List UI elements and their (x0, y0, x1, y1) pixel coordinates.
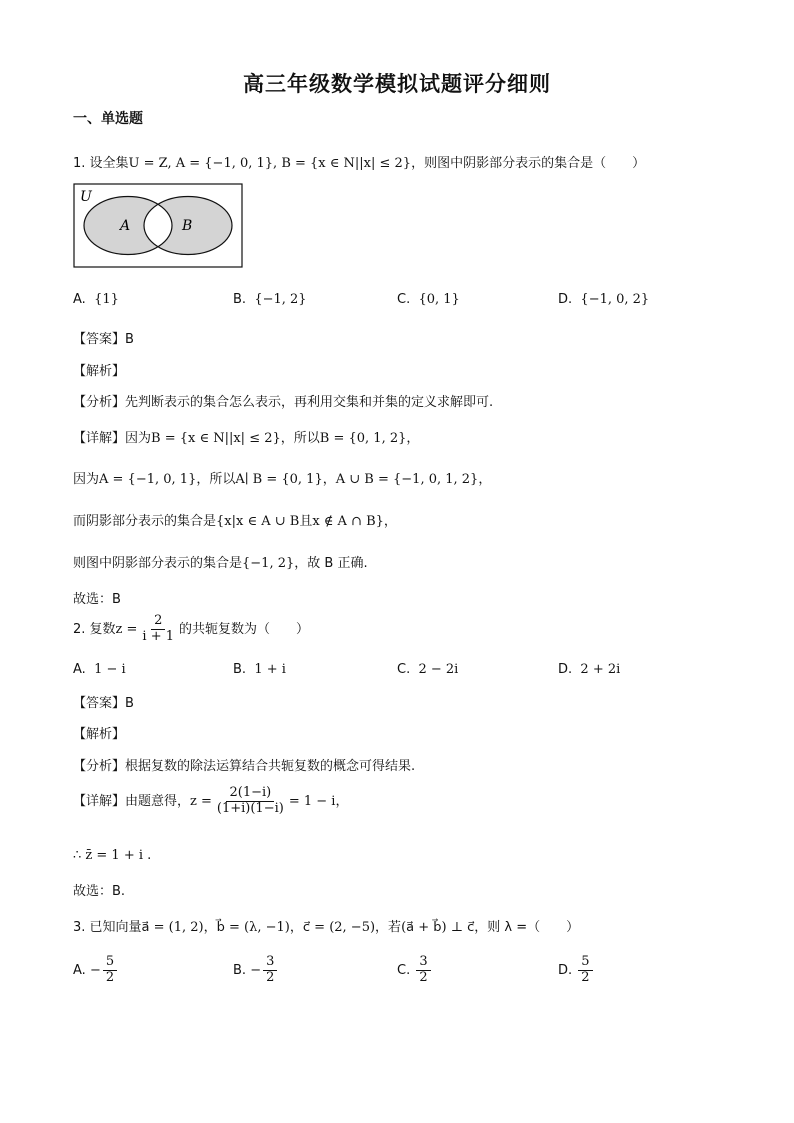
q1-analysis-heading: 【解析】 (73, 364, 126, 379)
q2-option-b: B. 1 + i (233, 662, 286, 677)
q2-detail-fraction: $\frac{2(1-i)}{(1+i)(1-i)}$ (216, 785, 284, 816)
question-1-prefix: 1. 设全集 (73, 156, 129, 171)
section-heading-single-choice: 一、单选题 (73, 111, 143, 127)
q2-therefore: ∴ z̄ = 1 + i . (73, 848, 152, 863)
q1-detail-line-4: 则图中阴影部分表示的集合是{−1, 2}，故 B 正确. (73, 556, 368, 571)
q2-analysis-heading: 【解析】 (73, 727, 126, 742)
question-3-stem: 3. 已知向量a⃗ = (1, 2)，b⃗ = (λ, −1)，c⃗ = (2, −5)，若(a⃗ + b⃗) ⊥ c⃗，则 λ =（ ） (73, 920, 580, 935)
q1-detail-line-1: 【详解】因为B = {x ∈ N||x| ≤ 2}，所以B = {0, 1, 2}， (73, 431, 420, 446)
q1-option-d: D. {−1, 0, 2} (558, 292, 650, 307)
q3-option-d: D. $\frac{5}{2}$ (558, 955, 595, 986)
venn-label-u: U (80, 189, 92, 205)
question-2-stem: 2. 复数z = $\frac{2}{i + 1}$ 的共轭复数为（ ） (73, 613, 310, 644)
q2-choose: 故选：B. (73, 884, 126, 899)
venn-diagram (73, 183, 243, 268)
q3-option-c: C. $\frac{3}{2}$ (397, 955, 433, 986)
q2-option-c: C. 2 − 2i (397, 662, 459, 677)
venn-label-b: B (182, 218, 193, 234)
q1-choose: 故选：B (73, 592, 121, 607)
question-2-fraction: $\frac{2}{i + 1}$ (142, 613, 175, 644)
venn-label-a: A (120, 218, 131, 234)
q3-option-a: A. − $\frac{5}{2}$ (73, 955, 119, 986)
question-1-suffix: ，则图中阴影部分表示的集合是（ ） (411, 156, 646, 171)
q1-option-c: C. {0, 1} (397, 292, 460, 307)
q1-fenxi: 【分析】先判断表示的集合怎么表示，再利用交集和并集的定义求解即可. (73, 395, 494, 410)
question-1-sets: U = Z, A = {−1, 0, 1}, B = {x ∈ N||x| ≤ 2} (128, 156, 412, 171)
q2-detail-line: 【详解】由题意得，z = $\frac{2(1-i)}{(1+i)(1-i)}$ = 1 − i， (73, 785, 349, 816)
page-title: 高三年级数学模拟试题评分细则 (243, 72, 551, 96)
q1-answer: 【答案】B (73, 332, 134, 347)
q2-option-a: A. 1 − i (73, 662, 126, 677)
q1-detail-line-3: 而阴影部分表示的集合是{x|x ∈ A ∪ B且x ∉ A ∩ B}， (73, 514, 397, 529)
question-1-stem (73, 152, 645, 171)
q2-fenxi: 【分析】根据复数的除法运算结合共轭复数的概念可得结果. (73, 759, 416, 774)
q2-option-d: D. 2 + 2i (558, 662, 621, 677)
q2-answer: 【答案】B (73, 696, 134, 711)
q1-detail-line-2: 因为A = {−1, 0, 1}，所以A∣ B = {0, 1}，A ∪ B = {−1, 0, 1, 2}， (73, 472, 492, 487)
q3-option-b: B. − $\frac{3}{2}$ (233, 955, 279, 986)
q1-option-b: B. {−1, 2} (233, 292, 307, 307)
q1-option-a: A. {1} (73, 292, 119, 307)
